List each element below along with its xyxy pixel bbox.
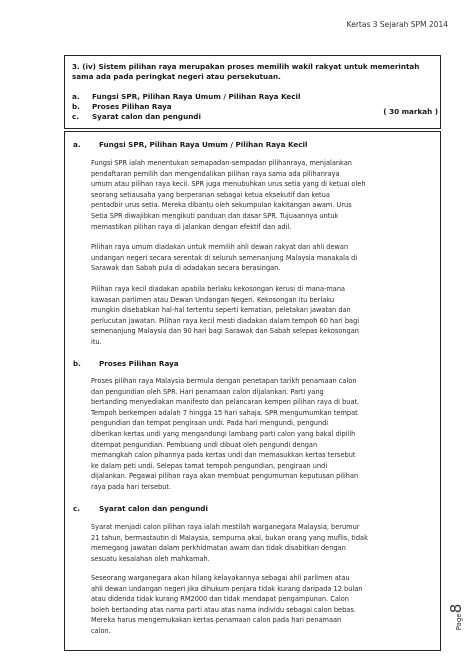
text-line: semenanjung Malaysia dan 90 hari bagi Sarawak dan Sabah selepas kekosongan: [91, 327, 359, 336]
text-line: umum atau pilihan raya kecil. SPR juga menubuhkan urus setia yang di ketuai oleh: [91, 180, 366, 189]
question-line: sama ada pada peringkat negeri atau persekutuan.: [72, 72, 281, 81]
section-a-paragraph-1: [91, 158, 427, 232]
question-option-a: [72, 92, 300, 101]
option-label: c.: [72, 112, 79, 121]
text-line: Tempoh berkempen adalah 7 hingga 15 hari sahaja. SPR mengumumkan tempat: [91, 408, 358, 417]
text-line: perlucutan jawatan. Pilihan raya kecil mesti diadakan dalam tempoh 60 hari bagi: [91, 316, 360, 325]
section-label: b.: [73, 359, 81, 368]
question-text: [72, 62, 432, 82]
text-line: Fungsi SPR ialah menentukan semapadan-sempadan pilihanraya, menjalankan: [91, 159, 352, 167]
section-c-paragraph-1: [91, 522, 427, 564]
section-a-paragraph-2: [91, 242, 427, 274]
text-line: Seseorang warganegara akan hilang kelayakannya sebagai ahli parlimen atau: [91, 574, 350, 582]
text-line: itu.: [91, 337, 102, 346]
page-number-label: [446, 592, 466, 642]
section-c-heading: [73, 504, 208, 513]
section-title: Proses Pilihan Raya: [99, 359, 179, 368]
text-line: kawasan parlimen atau Dewan Undangan Negeri. Kekosongan itu berlaku: [91, 295, 335, 304]
text-line: Mereka harus mengemukakan kertas penamaan calon pada hari penamaan: [91, 616, 342, 625]
section-c-paragraph-2: [91, 573, 427, 637]
question-option-b: [72, 102, 172, 111]
text-line: ahli dewan undangan negeri jika dihukum penjara tidak kurang daripada 12 bulan: [91, 584, 363, 593]
text-line: seorang setiausaha yang berperanan sebagai ketua eksekutif dan ketua: [91, 190, 330, 199]
text-line: calon.: [91, 626, 111, 635]
text-line: memegang jawatan dalam perkhidmatan awam dan tidak disabitkan dengan: [91, 544, 346, 553]
page-word: Page: [455, 613, 463, 631]
marks-label: ( 30 markah ): [383, 107, 438, 116]
section-b-paragraph-1: [91, 376, 427, 493]
section-label: c.: [73, 504, 80, 513]
option-text: Syarat calon dan pengundi: [92, 112, 201, 121]
text-line: raya pada hari tersebut.: [91, 482, 172, 491]
section-label: a.: [73, 140, 81, 149]
text-line: 21 tahun, bermastautin di Malaysia, sempurna akal, bukan orang yang muflis, tidak: [91, 533, 368, 542]
option-label: a.: [72, 92, 80, 101]
document-header-title: Kertas 3 Sejarah SPM 2014: [346, 20, 448, 29]
option-text: Fungsi SPR, Pilihan Raya Umum / Pilihan Raya Kecil: [92, 92, 301, 101]
text-line: dijalankan. Pegawai pilihan raya akan membuat pengumuman keputusan pilihan: [91, 472, 359, 481]
text-line: pentadbir urus setia. Mereka dibantu oleh sekumpulan kakitangan awam. Urus: [91, 201, 352, 210]
text-line: Proses pilihan raya Malaysia bermula dengan penetapan tarikh penamaan calon: [91, 377, 357, 385]
text-line: memastikan pilihan raya di jalankan dengan efektif dan adil.: [91, 222, 292, 231]
text-line: pendaftaran pemilih dan mengendalikan pilihan raya sama ada pilihanraya: [91, 169, 340, 178]
answer-box: [64, 131, 441, 651]
question-option-c: [72, 112, 201, 121]
page-number: 8: [447, 603, 465, 614]
option-label: b.: [72, 102, 80, 111]
text-line: atau didenda tidak kurang RM2000 dan tidak mendapat pengampunan. Calon: [91, 595, 349, 604]
text-line: ke dalam peti undi. Selepas tamat tempoh pengundian, pengiraan undi: [91, 461, 328, 470]
section-a-heading: [73, 140, 307, 149]
text-line: Pilihan raya kecil diadakan apabila berlaku kekosongan kerusi di mana-mana: [91, 285, 346, 293]
text-line: Setia SPR diwajibkan mengikuti panduan dan dasar SPR. Tujuaannya untuk: [91, 211, 339, 220]
text-line: diberikan kertas undi yang mengandungi lambang parti calon yang bakal dipilih: [91, 429, 356, 438]
option-text: Proses Pilihan Raya: [92, 102, 172, 111]
text-line: pengundian dan tempat pengiraan undi. Pada hari mengundi, pengundi: [91, 419, 329, 428]
section-b-heading: [73, 359, 179, 368]
text-line: Pilihan raya umum diadakan untuk memilih ahli dewan rakyat dan ahli dewan: [91, 243, 349, 251]
text-line: mungkin disebabkan hal-hal tertentu seperti kematian, peletakan jawatan dan: [91, 306, 351, 315]
section-title: Syarat calon dan pengundi: [99, 504, 208, 513]
text-line: bertanding menyediakan manifesto dan pelancaran kempen pilihan raya di buat.: [91, 398, 360, 407]
question-box: [64, 55, 441, 129]
text-line: Sarawak dan Sabah pula di adadakan secara berasingan.: [91, 264, 281, 273]
question-line: 3. (iv) Sistem pilihan raya merupakan proses memilih wakil rakyat untuk memerintah: [72, 62, 420, 71]
section-title: Fungsi SPR, Pilihan Raya Umum / Pilihan Raya Kecil: [99, 140, 308, 149]
text-line: dan pengundian oleh SPR. Hari penamaan calon dijalankan. Parti yang: [91, 387, 324, 396]
text-line: boleh bertanding atas nama parti atau atas nama individu sebagai calon bebas.: [91, 605, 356, 614]
page-number-text: [447, 604, 465, 631]
text-line: Syarat menjadi calon pilihan raya ialah mestilah warganegara Malaysia, berumur: [91, 523, 360, 531]
text-line: sesuatu kesalahan oleh mahkamah.: [91, 554, 210, 563]
text-line: undangan negeri secara serentak di seluruh semenanjung Malaysia manakala di: [91, 253, 358, 262]
text-line: memangkah calon pihannya pada kertas undi dan memasukkan kertas tersebut: [91, 451, 356, 460]
text-line: ditempat pengundian. Pembuang undi dibuat oleh pengundi dengan: [91, 440, 318, 449]
section-a-paragraph-3: [91, 284, 427, 348]
